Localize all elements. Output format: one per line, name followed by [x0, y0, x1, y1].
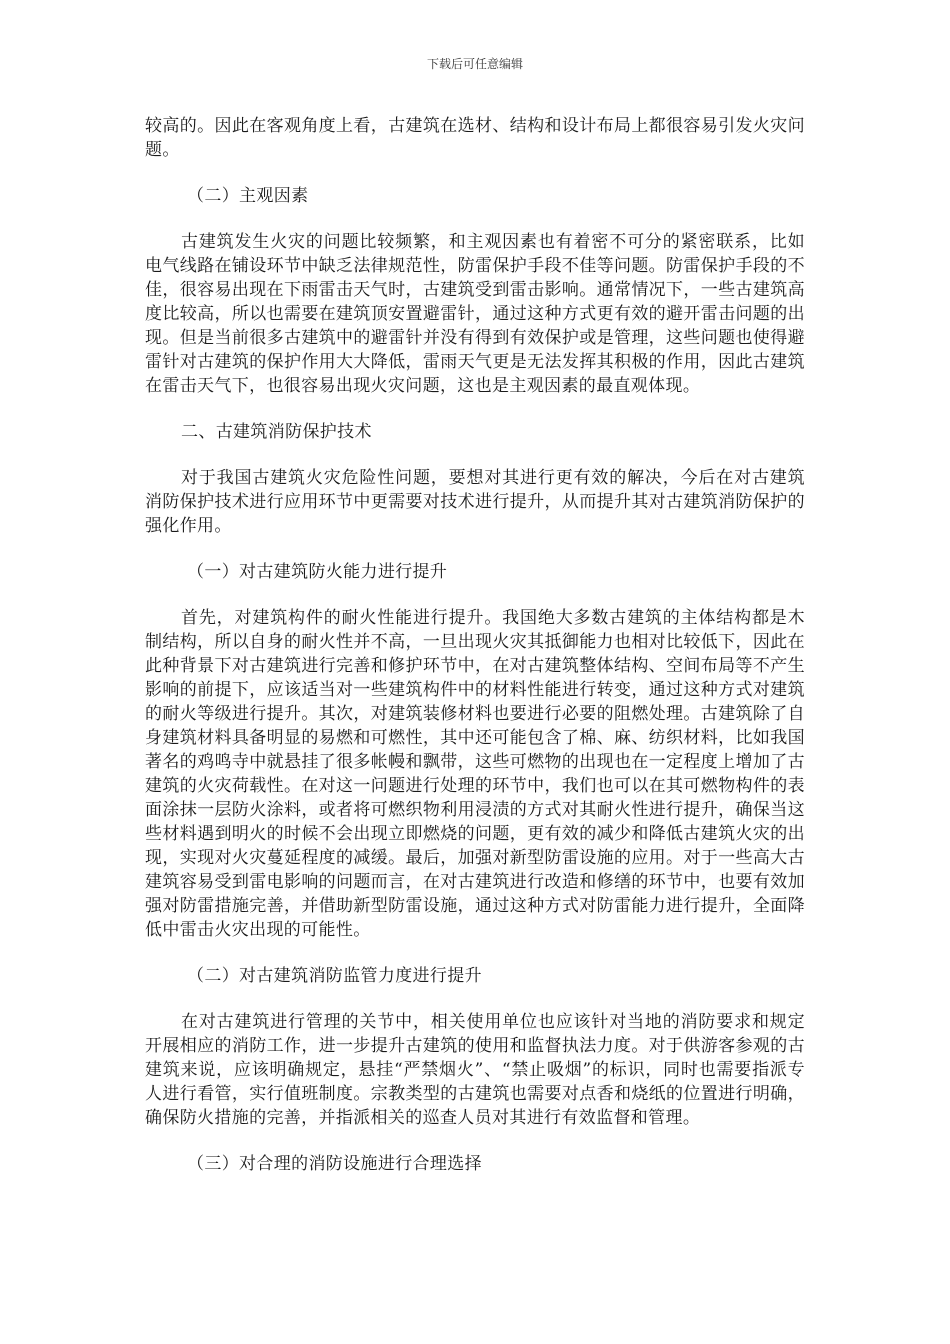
paragraph-section-intro: 对于我国古建筑火灾危险性问题，要想对其进行更有效的解决，今后在对古建筑消防保护技术进行应用环节中更需要对技术进行提升，从而提升其对古建筑消防保护的强化作用。 [145, 468, 805, 536]
paragraph-objective-conclusion: 较高的。因此在客观角度上看，古建筑在选材、结构和设计布局上都很容易引发火灾问题。 [145, 116, 805, 160]
document-body [145, 114, 805, 1176]
spacer [145, 584, 805, 606]
paragraph-fire-supervision: 在对古建筑进行管理的关节中，相关使用单位也应该针对当地的消防要求和规定开展相应的消防工作，进一步提升古建筑的使用和监督执法力度。对于供游客参观的古建筑来说，应该明确规定，悬挂“严禁烟火”、“禁止吸烟”的标识，同时也需要指派专人进行看管，实行值班制度。宗教类型的古建筑也需要对点香和烧纸的位置进行明确，确保防火措施的完善，并指派相关的巡查人员对其进行有效监督和管理。 [145, 1012, 805, 1128]
paragraph-fireproof-capability: 首先，对建筑构件的耐火性能进行提升。我国绝大多数古建筑的主体结构都是木制结构，所以自身的耐火性并不高，一旦出现火灾其抵御能力也相对比较低下，因此在此种背景下对古建筑进行完善和修护环节中，在对古建筑整体结构、空间布局等不产生影响的前提下，应该适当对一些建筑构件中的材料性能进行转变，通过这种方式对建筑的耐火等级进行提升。其次，对建筑装修材料也要进行必要的阻燃处理。古建筑除了自身建筑材料具备明显的易燃和可燃性，其中还可能包含了棉、麻、纺织材料，比如我国著名的鸡鸣寺中就悬挂了很多帐幔和飘带，这些可燃物的出现也在一定程度上增加了古建筑的火灾荷载性。在对这一问题进行处理的环节中，我们也可以在其可燃物构件的表面涂抹一层防火涂料，或者将可燃织物利用浸渍的方式对其耐火性进行提升，确保当这些材料遇到明火的时候不会出现立即燃烧的问题，更有效的减少和降低古建筑火灾的出现，实现对火灾蔓延程度的减缓。最后，加强对新型防雷设施的应用。对于一些高大古建筑容易受到雷电影响的问题而言，在对古建筑进行改造和修缮的环节中，也要有效加强对防雷措施完善，并借助新型防雷设施，通过这种方式对防雷能力进行提升，全面降低中雷击火灾出现的可能性。 [145, 608, 805, 940]
spacer [145, 538, 805, 560]
spacer [145, 398, 805, 420]
heading-subjective-factors: （二）主观因素 [187, 186, 309, 206]
spacer [145, 988, 805, 1010]
spacer [145, 444, 805, 466]
heading-fireproof-capability: （一）对古建筑防火能力进行提升 [187, 562, 448, 582]
heading-fire-supervision: （二）对古建筑消防监管力度进行提升 [187, 966, 482, 986]
spacer [145, 942, 805, 964]
spacer [145, 208, 805, 230]
heading-section-fire-protection-technology: 二、古建筑消防保护技术 [181, 422, 372, 442]
spacer [145, 162, 805, 184]
paragraph-subjective-factors: 古建筑发生火灾的问题比较频繁，和主观因素也有着密不可分的紧密联系，比如电气线路在铺设环节中缺乏法律规范性，防雷保护手段不佳等问题。防雷保护手段的不佳，很容易出现在下雨雷击天气时，古建筑受到雷击影响。通常情况下，一些古建筑高度比较高，所以也需要在建筑顶安置避雷针，通过这种方式更有效的避开雷击问题的出现。但是当前很多古建筑中的避雷针并没有得到有效保护或是管理，这些问题也使得避雷针对古建筑的保护作用大大降低，雷雨天气更是无法发挥其积极的作用，因此古建筑在雷击天气下，也很容易出现火灾问题，这也是主观因素的最直观体现。 [145, 232, 805, 396]
header-note: 下载后可任意编辑 [426, 57, 523, 71]
heading-fire-facilities: （三）对合理的消防设施进行合理选择 [187, 1154, 482, 1174]
spacer [145, 1130, 805, 1152]
